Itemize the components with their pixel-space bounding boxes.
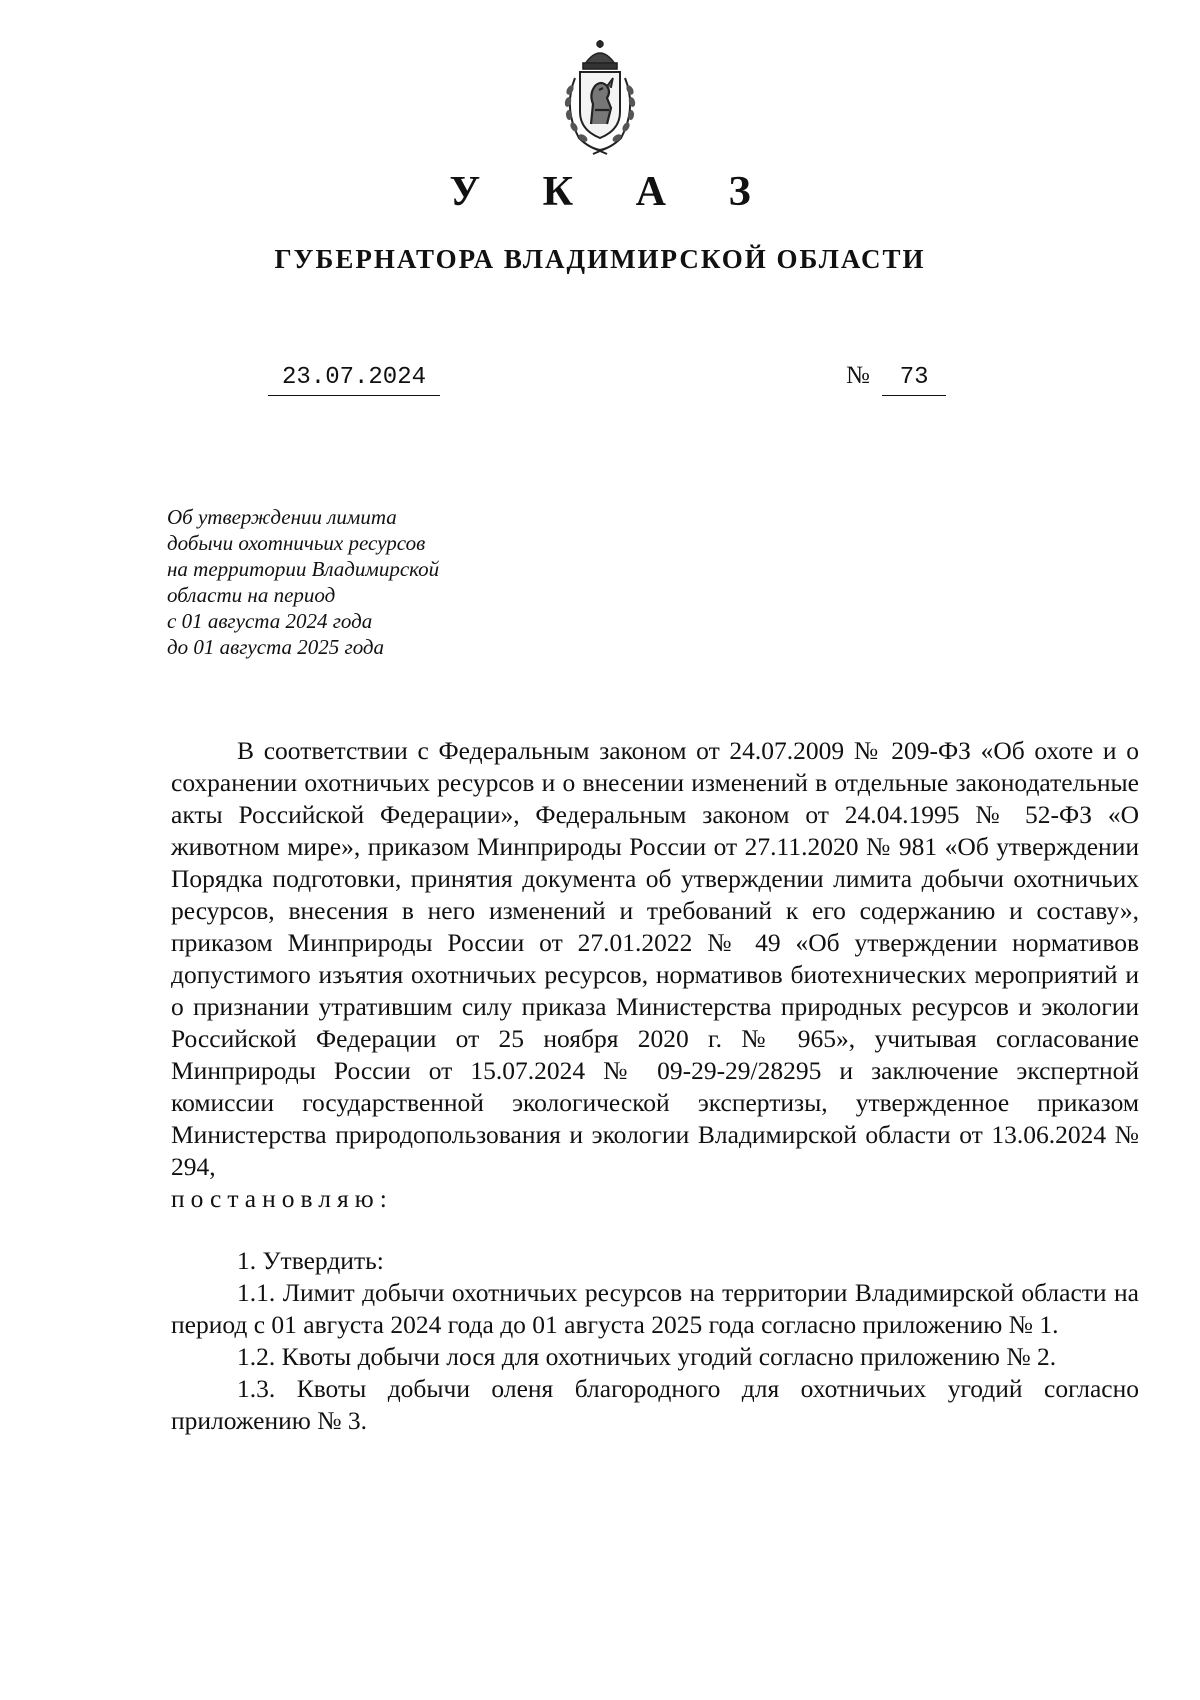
item-1-2: 1.2. Квоты добычи лося для охотничьих угодий согласно приложению № 2. xyxy=(237,1342,1057,1371)
issuer-title: ГУБЕРНАТОРА ВЛАДИМИРСКОЙ ОБЛАСТИ xyxy=(274,244,926,274)
decree-line xyxy=(171,1183,1139,1215)
document-date: 23.07.2024 xyxy=(268,364,440,396)
subject-line: Об утверждении лимита xyxy=(167,505,397,529)
decree-word: постановляю: xyxy=(171,1184,393,1213)
document-type-title: У К А З xyxy=(449,169,777,215)
subject-line: области на период xyxy=(167,583,336,607)
subject-line: на территории Владимирской xyxy=(167,557,440,581)
document-number xyxy=(846,362,946,396)
preamble-paragraph: В соответствии с Федеральным законом от 24.07.2009 № 209-ФЗ «Об охоте и о сохранении охотничьих ресурсов и о внесении изменений в отдельные законодательные акты Российской Федерации», Федеральным законом от 24.04.1995 № 52-ФЗ «О животном мире», приказом Минприроды России от 27.11.2020 № 981 «Об утверждении Порядка подготовки, принятия документа об утверждении лимита добычи охотничьих ресурсов, внесения в него изменений и требований к его содержанию и составу», приказом Минприроды России от 27.01.2022 № 49 «Об утверждении нормативов допустимого изъятия охотничьих ресурсов, нормативов биотехнических мероприятий и о признании утратившим силу приказа Министерства природных ресурсов и экологии Российской Федерации от 25 ноября 2020 г. № 965», учитывая согласование Минприроды России от 15.07.2024 № 09-29-29/28295 и заключение экспертной комиссии государственной экологической экспертизы, утвержденное приказом Министерства природопользования и экологии Владимирской области от 13.06.2024 № 294, xyxy=(171,736,1139,1181)
item-1-3: 1.3. Квоты добычи оленя благородного для охотничьих угодий согласно приложению № 3. xyxy=(171,1374,1139,1435)
subject-line: добычи охотничьих ресурсов xyxy=(167,531,426,555)
spacer xyxy=(171,1215,1139,1245)
subject-heading xyxy=(167,504,527,660)
number-value: 73 xyxy=(882,364,946,396)
number-sign: № xyxy=(846,362,870,389)
item-1-1: 1.1. Лимит добычи охотничьих ресурсов на территории Владимирской области на период с 01 августа 2024 года до 01 августа 2025 года согласно приложению № 1. xyxy=(171,1278,1139,1339)
item-1: 1. Утвердить: xyxy=(237,1246,384,1275)
document-body xyxy=(171,735,1139,1437)
coat-of-arms-emblem xyxy=(555,38,645,156)
subject-line: с 01 августа 2024 года xyxy=(167,609,373,633)
subject-line: до 01 августа 2025 года xyxy=(167,635,385,659)
